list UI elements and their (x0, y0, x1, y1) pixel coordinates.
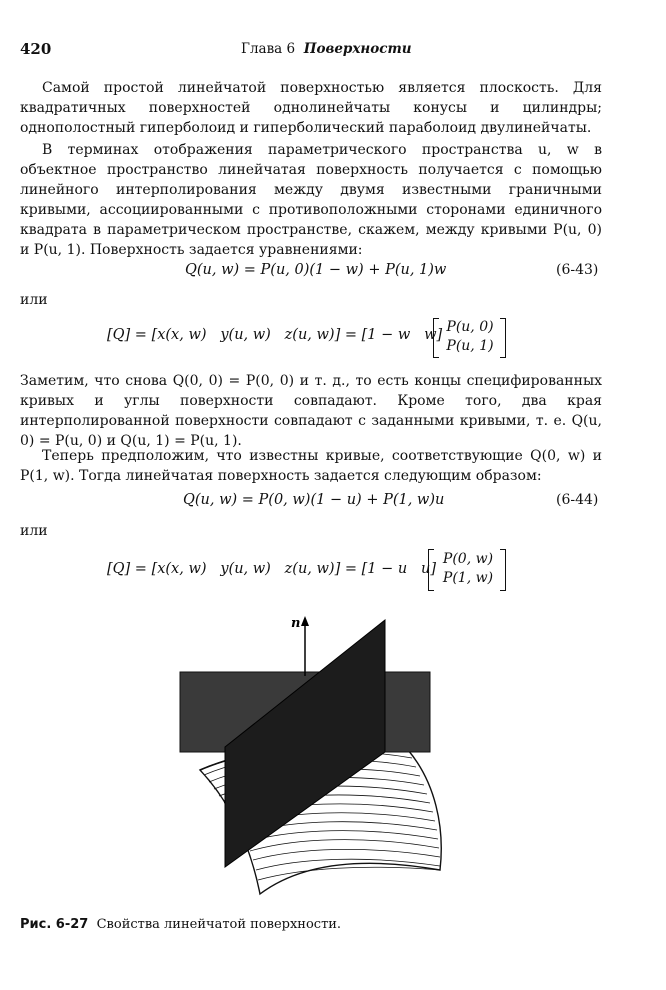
or-label-1: или (20, 292, 48, 308)
ruled-surface-figure (160, 612, 450, 902)
equation-6-44: Q(u, w) = P(0, w)(1 − u) + P(1, w)u (183, 492, 445, 508)
matrix-equation-1: [Q] = [x(x, w) y(u, w) z(u, w)] = [1 − w w] (107, 327, 443, 343)
equation-number-6-43: (6-43) (556, 262, 599, 278)
left-bracket (428, 549, 434, 591)
page-number: 420 (20, 40, 52, 58)
matrix-entry-top: P(u, 0) (446, 319, 494, 335)
paragraph-2: В терминах отображения параметрического пространства u, w в объектное пространство линейчатая поверхность получается с помощью линейного интерполирования между двумя известными граничными кривыми, ассоциированными с противоположными сторонами единичного квадрата в параметрическом пространстве, скажем, между кривыми P(u, 0) и P(u, 1). Поверхность задается уравнениями: (20, 142, 602, 258)
running-header (241, 41, 412, 57)
figure-caption (20, 917, 341, 932)
paragraph-4: Теперь предположим, что известны кривые, соответствующие Q(0, w) и P(1, w). Тогда линейчатая поверхность задается следующим образом: (20, 448, 602, 484)
right-bracket (500, 318, 506, 358)
right-bracket (500, 549, 506, 591)
matrix-entry-top: P(0, w) (442, 551, 494, 567)
axis-arrow-icon (301, 616, 309, 626)
left-bracket (433, 318, 439, 358)
matrix-column-1 (444, 318, 496, 356)
matrix-equation-2: [Q] = [x(x, w) y(u, w) z(u, w)] = [1 − u u] (107, 561, 437, 577)
chapter-title: Поверхности (303, 41, 412, 57)
axis-label-n: n (291, 616, 301, 631)
figure-label: Рис. 6-27 (20, 917, 89, 932)
caption-text: Свойства линейчатой поверхности. (96, 917, 342, 932)
equation-6-43: Q(u, w) = P(u, 0)(1 − w) + P(u, 1)w (185, 262, 447, 278)
paragraph-1: Самой простой линейчатой поверхностью является плоскость. Для квадратичных поверхностей однолинейчаты конусы и цилиндры; однополостный гиперболоид и гиперболический параболоид двулинейчаты. (20, 80, 602, 136)
paragraph-3: Заметим, что снова Q(0, 0) = P(0, 0) и т. д., то есть концы специфированных кривых и углы поверхности совпадают. Кроме того, два края интерполированной поверхности совпадают с заданными кривыми, т. е. Q(u, 0) = P(u, 0) и Q(u, 1) = P(u, 1). (20, 373, 602, 449)
matrix-column-2 (440, 550, 496, 588)
matrix-entry-bottom: P(u, 1) (446, 338, 494, 354)
equation-number-6-44: (6-44) (556, 492, 599, 508)
chapter-number: Глава 6 (241, 41, 296, 57)
or-label-2: или (20, 523, 48, 539)
matrix-entry-bottom: P(1, w) (442, 570, 494, 586)
